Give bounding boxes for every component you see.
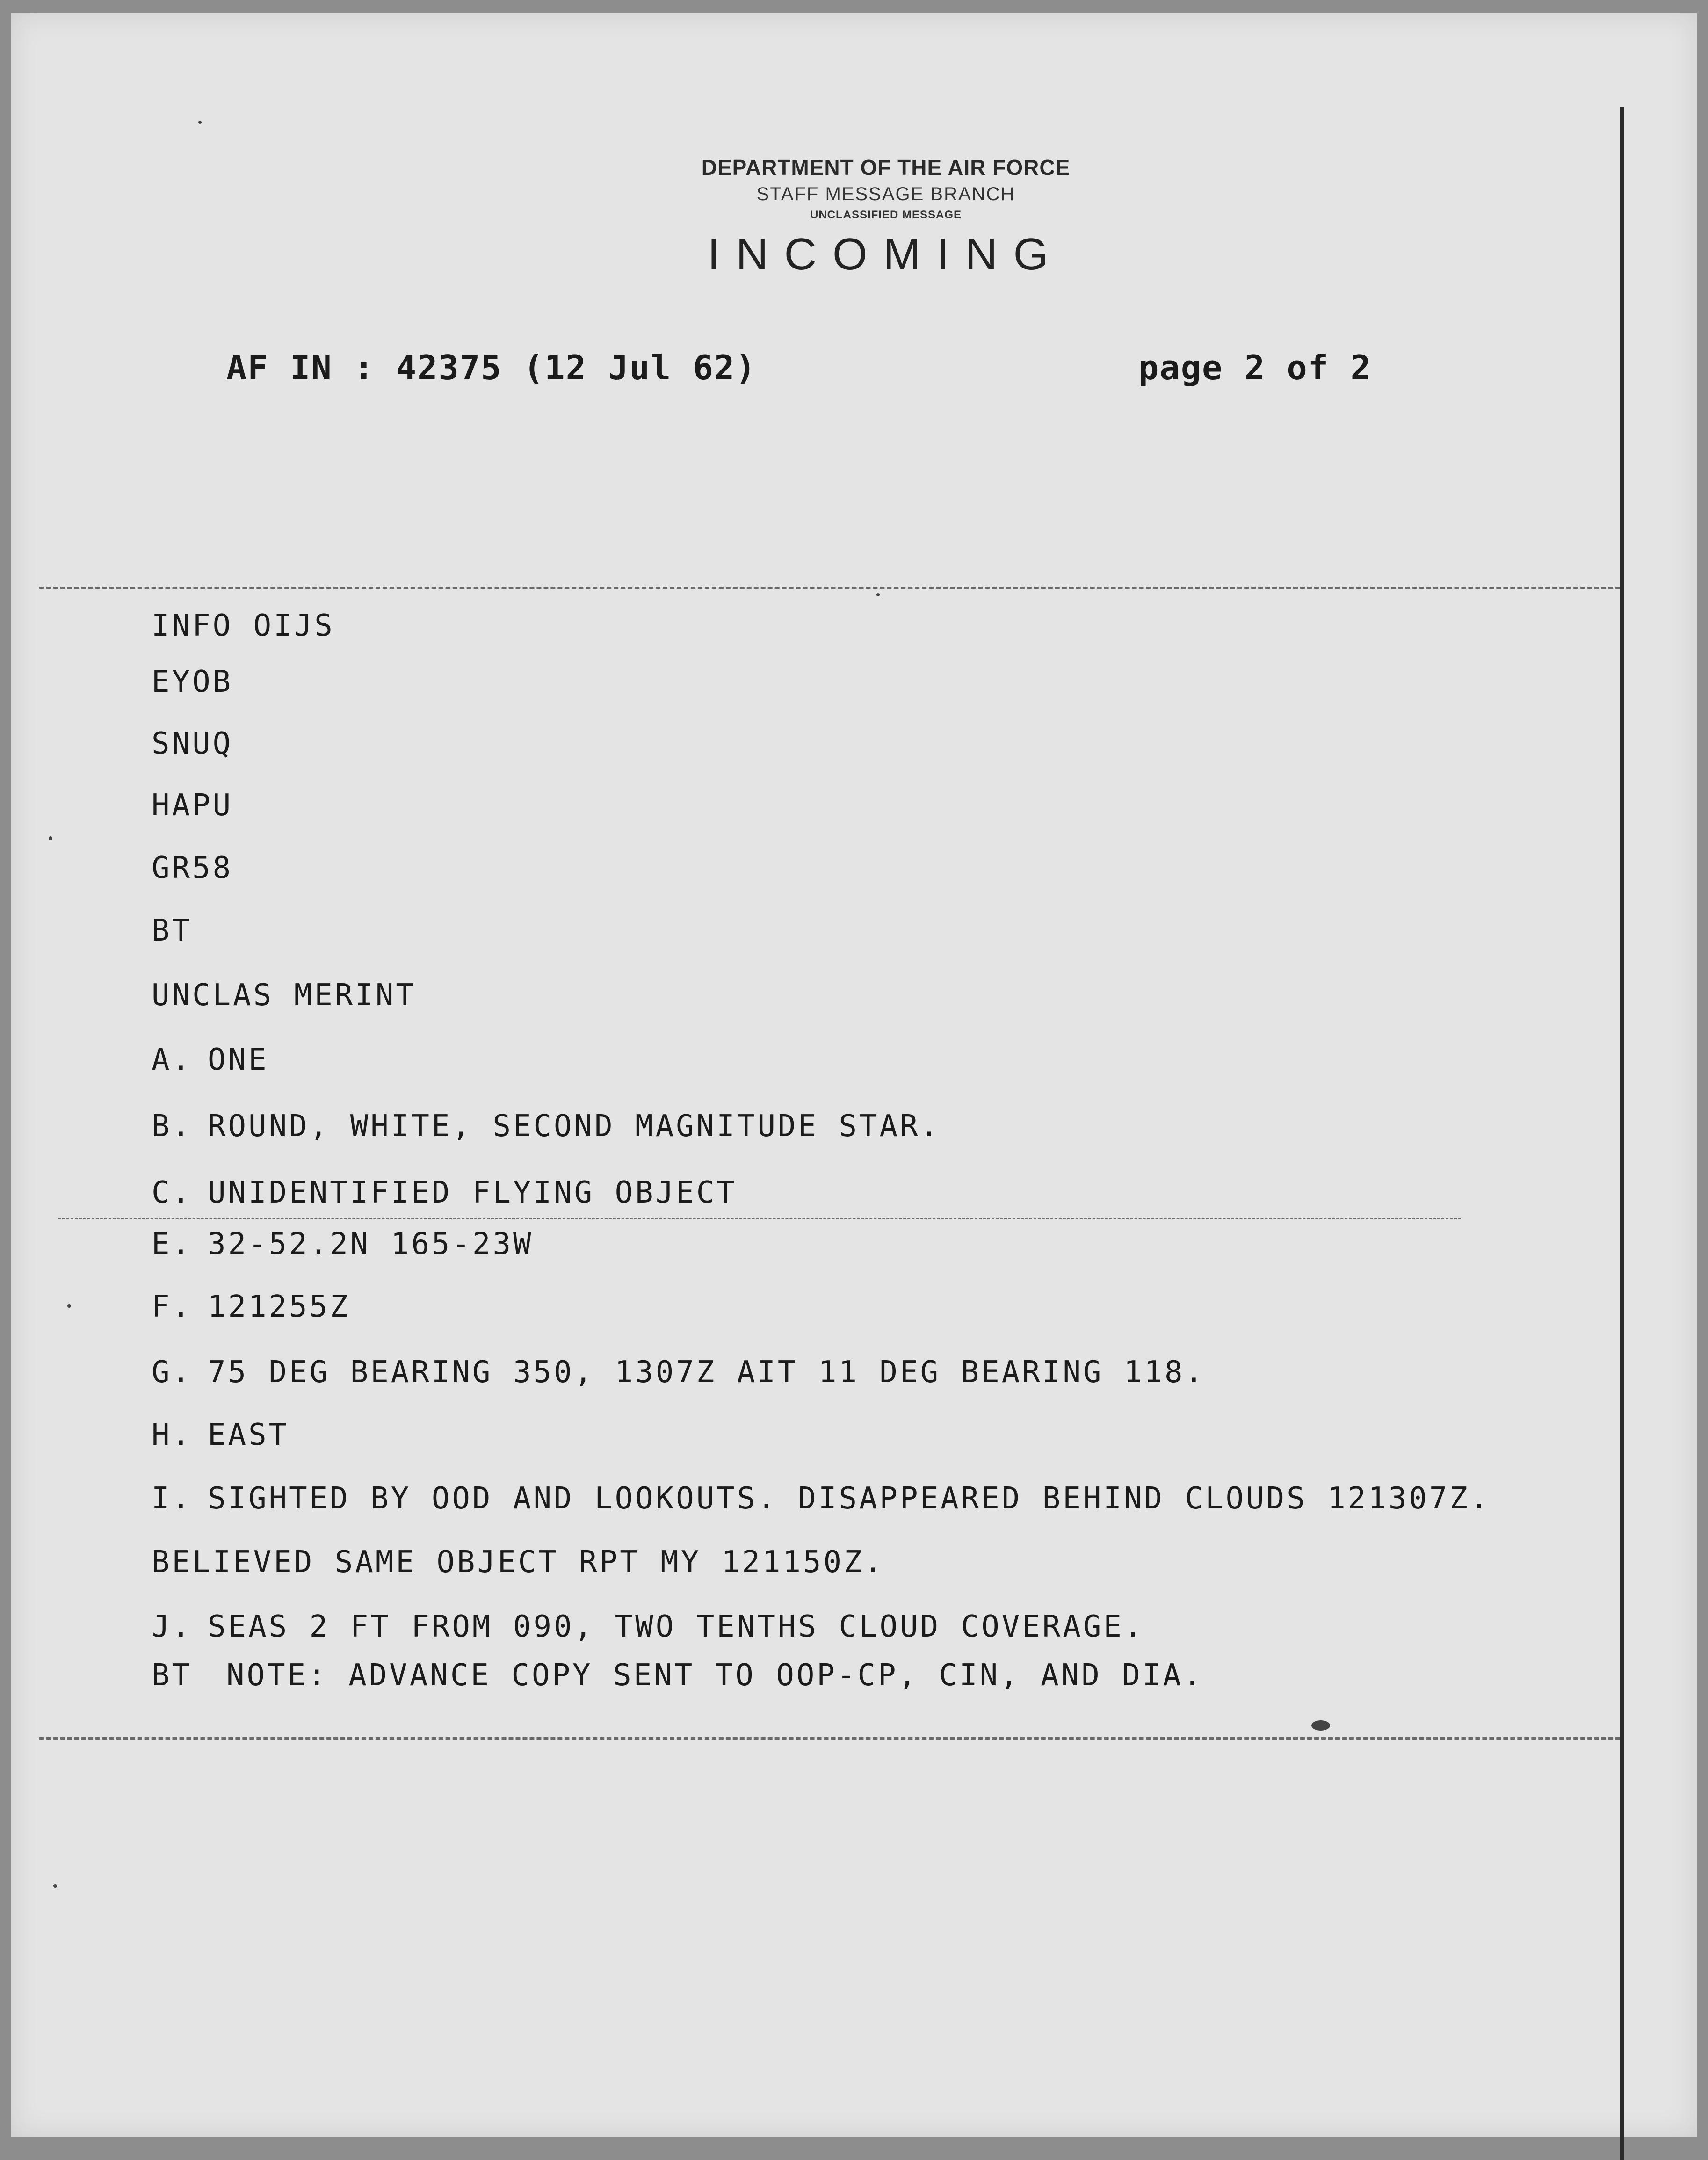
dust-speck	[67, 1304, 71, 1308]
item-letter: A.	[152, 1043, 193, 1077]
routing-line: EYOB	[152, 665, 233, 699]
item-h	[152, 1416, 289, 1454]
item-letter: C.	[152, 1175, 193, 1210]
item-letter: I.	[152, 1481, 193, 1516]
divider-top	[39, 587, 1620, 589]
divider-faint	[58, 1218, 1461, 1219]
routing-line: BT	[152, 913, 193, 948]
dust-speck	[198, 121, 202, 124]
item-a	[152, 1041, 269, 1079]
page-edge-line	[1620, 107, 1624, 2160]
item-letter: J.	[152, 1609, 193, 1644]
department-name: DEPARTMENT OF THE AIR FORCE	[701, 155, 1071, 180]
item-text: 32-52.2N 165-23W	[208, 1227, 534, 1261]
message-id: AF IN : 42375 (12 Jul 62)	[226, 348, 757, 387]
ink-blot	[1311, 1720, 1330, 1731]
item-letter: B.	[152, 1109, 193, 1144]
item-text: 121255Z	[208, 1290, 350, 1324]
item-i	[152, 1480, 1490, 1517]
item-c	[152, 1174, 737, 1211]
item-text: EAST	[208, 1418, 289, 1452]
closing-line	[152, 1657, 1204, 1694]
item-text: 75 DEG BEARING 350, 1307Z AIT 11 DEG BEARING 118.	[208, 1355, 1206, 1390]
item-text: SEAS 2 FT FROM 090, TWO TENTHS CLOUD COVERAGE.	[208, 1609, 1144, 1644]
document-sheet	[11, 13, 1697, 2137]
item-text: ROUND, WHITE, SECOND MAGNITUDE STAR.	[208, 1109, 941, 1144]
letterhead	[619, 153, 1152, 283]
item-letter: E.	[152, 1227, 193, 1261]
item-text: SIGHTED BY OOD AND LOOKOUTS. DISAPPEARED BEHIND CLOUDS 121307Z.	[208, 1481, 1491, 1516]
item-letter: F.	[152, 1290, 193, 1324]
closing-note: NOTE: ADVANCE COPY SENT TO OOP-CP, CIN, AND DIA.	[226, 1658, 1204, 1693]
message-heading: UNCLAS MERINT	[152, 978, 416, 1013]
item-letter: H.	[152, 1418, 193, 1452]
dust-speck	[876, 593, 880, 596]
item-b	[152, 1108, 941, 1145]
routing-line: INFO OIJS	[152, 609, 335, 643]
routing-line: GR58	[152, 851, 233, 885]
item-text: UNIDENTIFIED FLYING OBJECT	[208, 1175, 737, 1210]
page-number: page 2 of 2	[1138, 348, 1372, 387]
branch-name: STAFF MESSAGE BRANCH	[756, 184, 1015, 204]
routing-line: HAPU	[152, 788, 233, 823]
item-letter: G.	[152, 1355, 193, 1390]
item-j	[152, 1608, 1144, 1645]
item-g	[152, 1354, 1205, 1391]
divider-bottom	[39, 1737, 1620, 1740]
item-f	[152, 1288, 350, 1326]
routing-line: SNUQ	[152, 726, 233, 761]
item-e	[152, 1225, 534, 1263]
continuation-line: BELIEVED SAME OBJECT RPT MY 121150Z.	[152, 1545, 885, 1580]
bt-mark: BT	[152, 1658, 193, 1693]
dust-speck	[53, 1884, 57, 1888]
dust-speck	[49, 836, 52, 840]
classification-stamp: UNCLASSIFIED MESSAGE	[810, 209, 962, 221]
item-text: ONE	[208, 1043, 269, 1077]
message-type: INCOMING	[707, 229, 1064, 279]
